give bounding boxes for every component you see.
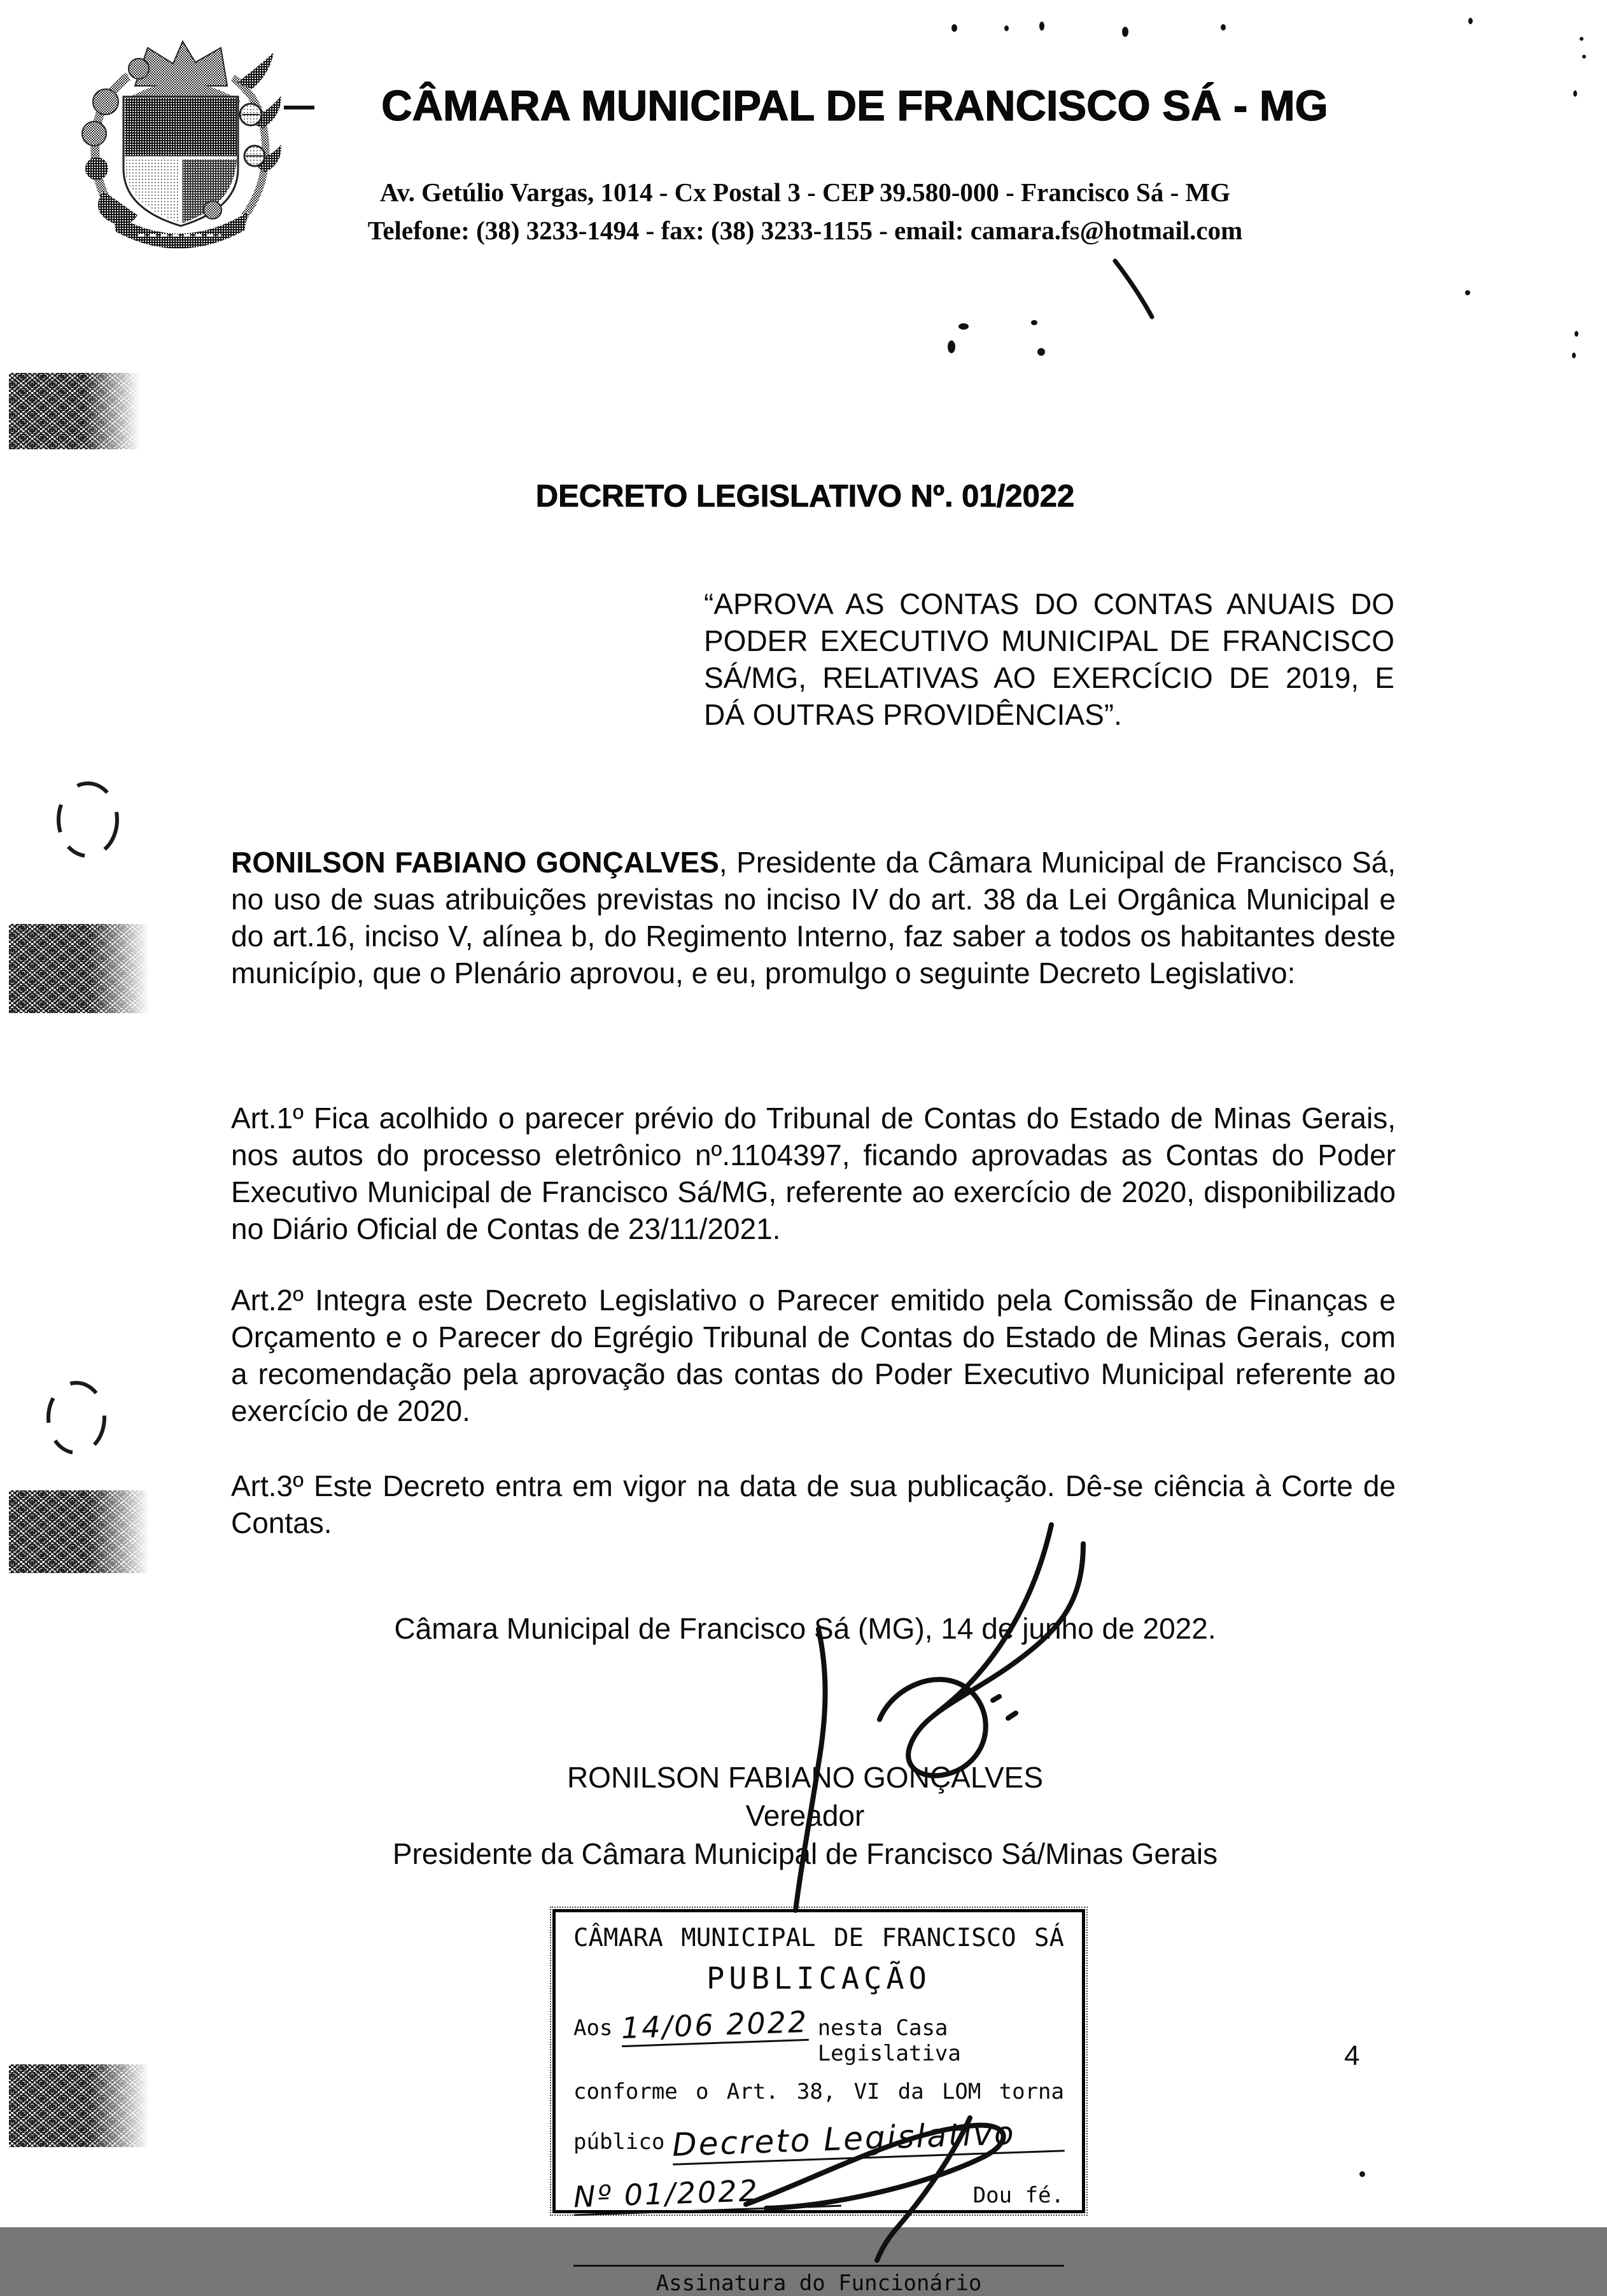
scan-speck	[948, 340, 955, 353]
president-name: RONILSON FABIANO GONÇALVES	[231, 846, 719, 879]
decree-title: DECRETO LEGISLATIVO Nº. 01/2022	[535, 479, 1075, 514]
pen-stroke	[1115, 261, 1152, 317]
publication-stamp	[552, 1909, 1085, 2296]
scan-speck	[1582, 55, 1586, 59]
scan-noise-blob	[9, 2064, 155, 2147]
preamble-text: , Presidente da Câmara Municipal de Francisco Sá, no uso de suas atribuições previstas no inciso IV do art. 38 da Lei Orgânica Municipal e do art.16, inciso V, alínea b, do Regimento Interno, faz saber a todos os habitantes deste município, que o Plenário aprovou, e eu, promulgo o seguinte Decreto Legislativo:	[231, 846, 1396, 990]
stamp-lom-text: conforme o Art. 38, VI da LOM torna	[573, 2079, 1064, 2104]
org-title: CÂMARA MUNICIPAL DE FRANCISCO SÁ - MG	[381, 82, 1328, 130]
signatory-title: Presidente da Câmara Municipal de Francisco Sá/Minas Gerais	[392, 1837, 1218, 1870]
signatory-name: RONILSON FABIANO GONÇALVES	[566, 1761, 1044, 1794]
scan-noise-blob	[9, 373, 146, 449]
decree-article-1: Art.1º Fica acolhido o parecer prévio do Tribunal de Contas do Estado de Minas Gerais, nos autos do processo eletrônico nº.1104397, ficando aprovadas as Contas do Poder Executivo Municipal de Francisco Sá/MG, referente ao exercício de 2020, disponibilizado no Diário Oficial de Contas de 23/11/2021.	[231, 1102, 1396, 1245]
scan-speck	[958, 323, 969, 330]
scan-noise-blob	[9, 1490, 155, 1573]
stamp-doufe-text: Dou fé.	[972, 2183, 1064, 2208]
scan-speck	[1359, 2171, 1365, 2177]
decree-article-3: Art.3º Este Decreto entra em vigor na data de sua publicação. Dê-se ciência à Corte de Contas.	[231, 1469, 1396, 1539]
stamp-handwritten-number: Nº 01/2022	[573, 2171, 841, 2216]
scan-speck	[1580, 37, 1583, 41]
scan-speck	[951, 24, 957, 32]
scan-speck	[1468, 18, 1473, 24]
punch-ring	[59, 783, 117, 856]
stamp-heading: PUBLICAÇÃO	[706, 1961, 931, 1996]
decree-article-2: Art.2º Integra este Decreto Legislativo o Parecer emitido pela Comissão de Finanças e Orçamento e o Parecer do Egrégio Tribunal de Contas do Estado de Minas Gerais, com a recomendação pela aprovação das contas do Poder Executivo Municipal referente ao exercício de 2020.	[231, 1284, 1396, 1427]
org-address-line1: Av. Getúlio Vargas, 1014 - Cx Postal 3 - CEP 39.580-000 - Francisco Sá - MG	[379, 178, 1231, 207]
decree-epigraph: “APROVA AS CONTAS DO CONTAS ANUAIS DO PODER EXECUTIVO MUNICIPAL DE FRANCISCO SÁ/MG, RELATIVAS AO EXERCÍCIO DE 2019, E DÁ OUTRAS PROVIDÊNCIAS”.	[704, 587, 1394, 731]
stamp-casa-text: nesta Casa Legislativa	[817, 2015, 961, 2066]
stamp-aos-label: Aos	[573, 2015, 613, 2041]
scan-speck	[1465, 290, 1470, 295]
scan-speck	[1573, 90, 1577, 97]
scan-speck	[1004, 25, 1009, 31]
signatory-role: Vereador	[745, 1799, 865, 1832]
scan-dash-artifact	[284, 106, 314, 109]
stamp-signature-line	[573, 2265, 1064, 2267]
scan-speck	[1572, 353, 1576, 358]
scan-speck	[1221, 24, 1226, 31]
stamp-publico-label: público	[573, 2129, 665, 2155]
scan-speck	[1037, 348, 1045, 356]
stamp-handwritten-object: Decreto Legislativo	[671, 2113, 1064, 2165]
scan-speck	[1122, 27, 1128, 37]
stamp-handwritten-date: 14/06 2022	[621, 2005, 810, 2047]
org-address-line2: Telefone: (38) 3233-1494 - fax: (38) 3233-1155 - email: camara.fs@hotmail.com	[367, 216, 1243, 245]
punch-ring	[48, 1383, 104, 1453]
scan-speck	[1575, 331, 1578, 337]
decree-preamble	[231, 844, 1396, 991]
scan-speck	[1031, 320, 1037, 325]
org-address	[210, 173, 1400, 249]
scan-speck	[1039, 22, 1044, 31]
decree-dateline: Câmara Municipal de Francisco Sá (MG), 14 de junho de 2022.	[394, 1612, 1216, 1645]
page-number: 4	[1344, 2040, 1360, 2071]
stamp-signature-caption: Assinatura do Funcionário	[656, 2271, 982, 2296]
scan-noise-blob	[9, 924, 155, 1013]
stamp-org-name: CÂMARA MUNICIPAL DE FRANCISCO SÁ	[573, 1924, 1064, 1952]
